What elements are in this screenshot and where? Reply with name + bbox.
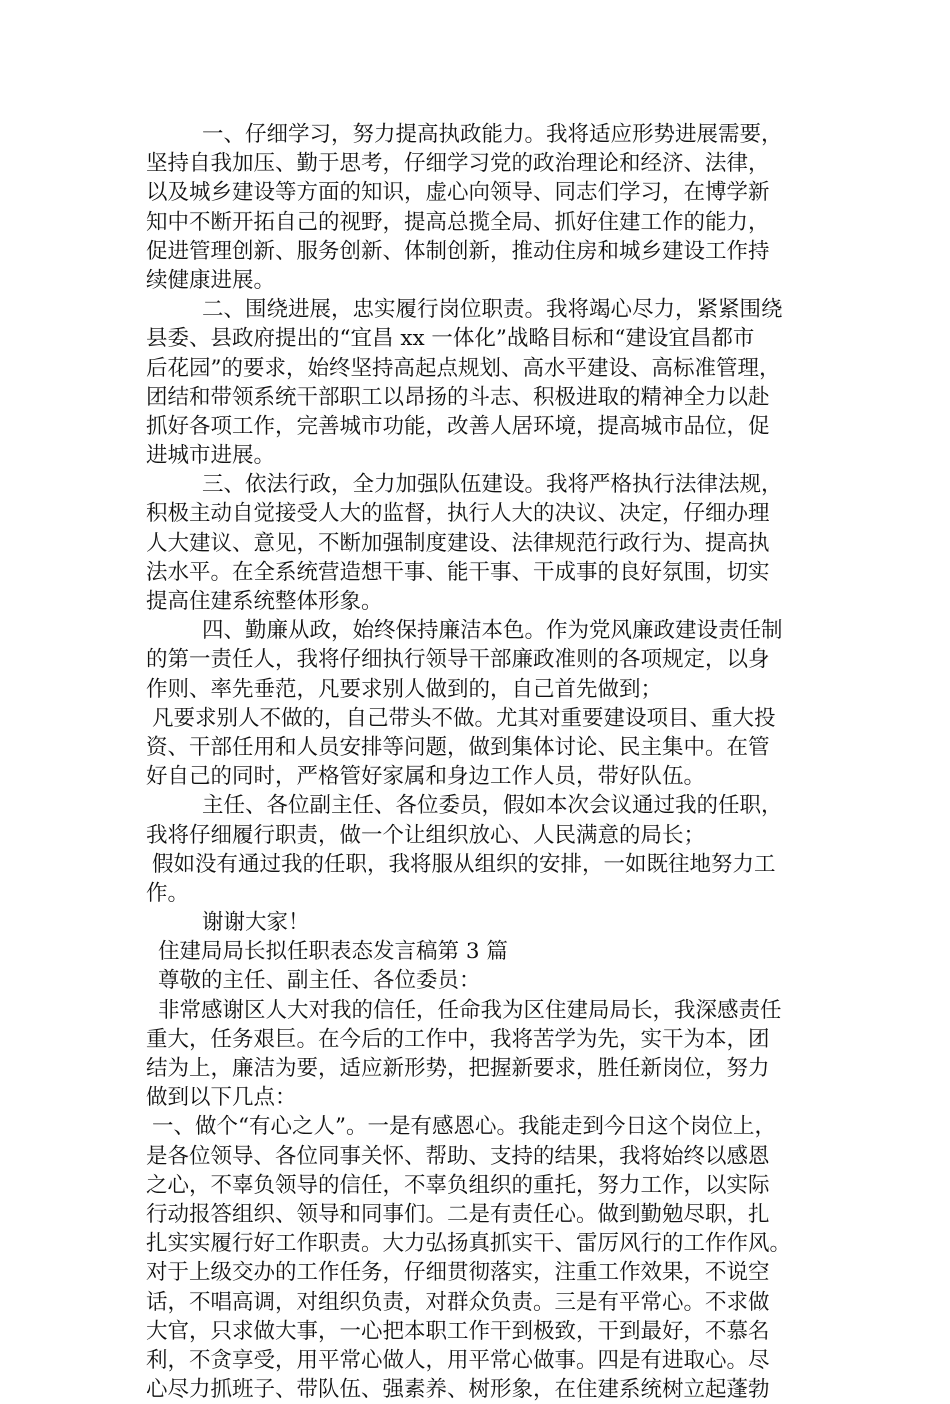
text-line: 之心，不辜负领导的信任，不辜负组织的重托，努力工作，以实际 [146,1172,770,1198]
text-line: 做到以下几点： [146,1085,297,1111]
text-line: 人大建议、意见，不断加强制度建设、法律规范行政行为、提高执 [146,530,770,556]
text-line: 进城市进展。 [146,443,276,469]
text-line: 尊敬的主任、副主任、各位委员： [158,968,481,994]
text-line: 好自己的同时，严格管好家属和身边工作人员，带好队伍。 [146,764,706,790]
text-line: 谢谢大家！ [202,910,310,936]
text-line: 四、勤廉从政，始终保持廉洁本色。作为党风廉政建设责任制 [202,618,783,644]
text-line: 坚持自我加压、勤于思考，仔细学习党的政治理论和经济、法律， [146,151,770,177]
text-line: 的第一责任人，我将仔细执行领导干部廉政准则的各项规定，以身 [146,647,770,673]
text-line: 结为上，廉洁为要，适应新形势，把握新要求，胜任新岗位，努力 [146,1056,770,1081]
text-line: 三、依法行政，全力加强队伍建设。我将严格执行法律法规， [202,472,783,498]
text-line: 抓好各项工作，完善城市功能，改善人居环境，提高城市品位，促 [146,413,770,439]
text-line: 行动报答组织、领导和同事们。二是有责任心。做到勤勉尽职，扎 [146,1201,770,1227]
text-line: 资、干部任用和人员安排等问题，做到集体讨论、民主集中。在管 [146,734,770,760]
text-line: 是各位领导、各位同事关怀、帮助、支持的结果，我将始终以感恩 [146,1143,770,1169]
text-line: 一、做个“有心之人”。一是有感恩心。我能走到今日这个岗位上， [152,1114,776,1140]
text-line: 我将仔细履行职责，做一个让组织放心、人民满意的局长； [146,822,706,848]
text-line: 非常感谢区人大对我的信任，任命我为区住建局局长，我深感责任 [158,997,782,1023]
text-line: 利，不贪享受，用平常心做人，用平常心做事。四是有进取心。尽 [146,1347,770,1373]
text-line: 作。 [146,880,190,906]
text-line: 住建局局长拟任职表态发言稿第 3 篇 [158,939,508,965]
document-body [146,120,836,1404]
text-line: 主任、各位副主任、各位委员，假如本次会议通过我的任职， [202,793,783,819]
text-line: 法水平。在全系统营造想干事、能干事、干成事的良好氛围，切实 [146,559,770,585]
text-line: 县委、县政府提出的“宜昌 xx 一体化”战略目标和“建设宜昌都市 [146,326,755,352]
text-line: 作则、率先垂范，凡要求别人做到的，自己首先做到； [146,676,663,702]
text-line: 一、仔细学习，努力提高执政能力。我将适应形势进展需要， [202,122,783,147]
text-line: 心尽力抓班子、带队伍、强素养、树形象，在住建系统树立起蓬勃 [146,1377,770,1403]
text-line: 重大，任务艰巨。在今后的工作中，我将苦学为先，实干为本，团 [146,1026,770,1052]
text-line: 促进管理创新、服务创新、体制创新，推动住房和城乡建设工作持 [146,238,770,264]
text-line: 凡要求别人不做的，自己带头不做。尤其对重要建设项目、重大投 [152,705,776,731]
text-line: 后花园”的要求，始终坚持高起点规划、高水平建设、高标准管理， [146,355,781,381]
text-line: 以及城乡建设等方面的知识，虚心向领导、同志们学习，在博学新 [146,180,770,206]
text-line: 假如没有通过我的任职，我将服从组织的安排，一如既往地努力工 [152,851,776,877]
text-line: 知中不断开拓自己的视野，提高总揽全局、抓好住建工作的能力， [146,209,770,235]
text-line: 对于上级交办的工作任务，仔细贯彻落实，注重工作效果，不说空 [146,1260,770,1286]
text-line: 二、围绕进展，忠实履行岗位职责。我将竭心尽力，紧紧围绕 [202,297,783,323]
text-line: 提高住建系统整体形象。 [146,589,383,614]
text-line: 大官，只求做大事，一心把本职工作干到极致，干到最好，不慕名 [146,1318,770,1344]
text-line: 扎实实履行好工作职责。大力弘扬真抓实干、雷厉风行的工作作风。 [146,1231,792,1257]
text-line: 话，不唱高调，对组织负责，对群众负责。三是有平常心。不求做 [146,1289,770,1315]
text-line: 续健康进展。 [146,267,276,293]
text-line: 团结和带领系统干部职工以昂扬的斗志、积极进取的精神全力以赴 [146,384,770,410]
text-line: 积极主动自觉接受人大的监督，执行人大的决议、决定，仔细办理 [146,501,770,527]
